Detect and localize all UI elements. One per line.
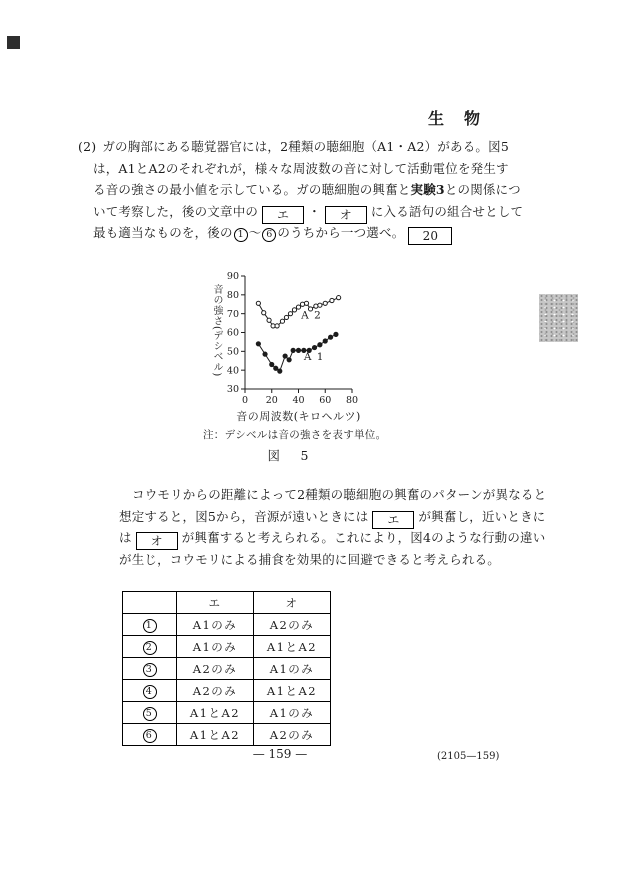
data-point-A1 xyxy=(296,348,300,352)
data-point-A1 xyxy=(334,332,338,336)
circled-number: 2 xyxy=(143,641,157,655)
question-line xyxy=(78,222,518,244)
question-line xyxy=(78,179,521,201)
question-text: のうちから一つ選べ。 xyxy=(277,225,405,240)
options-row xyxy=(123,680,331,702)
passage-line xyxy=(119,506,546,528)
circled-number: 1 xyxy=(143,619,157,633)
form-code: (2105—159) xyxy=(437,751,500,762)
option-o-cell: A1とA2 xyxy=(254,636,331,658)
option-e-cell: A2のみ xyxy=(177,680,254,702)
option-o-cell: A1とA2 xyxy=(254,680,331,702)
question-text: る音の強さの最小値を示している。ガの聴細胞の興奮と xyxy=(93,182,411,197)
option-o-cell: A2のみ xyxy=(254,724,331,746)
option-number-cell xyxy=(123,724,177,746)
question-text: ・ xyxy=(308,203,321,219)
circled-number: 6 xyxy=(262,228,276,242)
data-point-A1 xyxy=(274,366,278,370)
figure-caption: 図 5 xyxy=(267,448,313,463)
data-point-A2 xyxy=(323,301,327,305)
x-tick-label: 80 xyxy=(345,395,359,406)
question-line xyxy=(78,201,524,223)
data-point-A2 xyxy=(330,298,334,302)
scan-corner-mark xyxy=(7,36,20,49)
data-point-A2 xyxy=(292,308,296,312)
option-o-cell: A2のみ xyxy=(254,614,331,636)
option-number-cell xyxy=(123,702,177,724)
experiment-ref: 実験3 xyxy=(410,182,445,197)
chart-x-axis-label: 音の周波数(キロヘルツ) xyxy=(236,410,361,423)
data-point-A1 xyxy=(256,342,260,346)
question-line xyxy=(78,136,518,158)
options-blank-corner xyxy=(123,592,177,614)
data-point-A1 xyxy=(291,348,295,352)
y-tick-label: 40 xyxy=(226,365,239,377)
options-row xyxy=(123,702,331,724)
series-label-A2: A 2 xyxy=(301,309,322,322)
x-tick-label: 40 xyxy=(292,395,305,406)
data-point-A2 xyxy=(304,301,308,305)
passage-paragraph xyxy=(119,484,547,570)
data-point-A1 xyxy=(323,339,327,343)
data-point-A2 xyxy=(262,311,266,315)
data-point-A1 xyxy=(278,369,282,373)
blank-box-o: オ xyxy=(136,532,178,550)
option-e-cell: A1とA2 xyxy=(177,702,254,724)
passage-text: 想定すると，図5から，音源が遠いときには xyxy=(119,508,369,524)
circled-number: 6 xyxy=(143,729,157,743)
question-line xyxy=(78,158,518,180)
blank-box-o: オ xyxy=(325,206,367,224)
passage-text: が生じ，コウモリによる捕食を効果的に回避できると考えられる。 xyxy=(119,551,501,567)
figure5-chart xyxy=(202,262,392,427)
data-point-A2 xyxy=(284,315,288,319)
page-number: — 159 — xyxy=(252,747,308,761)
option-e-cell: A1のみ xyxy=(177,614,254,636)
figure-note: 注：デシベルは音の強さを表す単位。 xyxy=(203,429,387,441)
options-row xyxy=(123,614,331,636)
chart-y-axis-label: 音の強さ(デシベル) xyxy=(211,284,222,377)
answer-number-box: 20 xyxy=(408,227,452,245)
y-tick-label: 70 xyxy=(226,308,239,320)
question-number: (2) xyxy=(78,139,97,154)
question-text: との関係につ xyxy=(444,182,521,197)
y-tick-label: 90 xyxy=(226,271,239,283)
blank-box-e: エ xyxy=(262,206,304,224)
options-row xyxy=(123,636,331,658)
data-point-A1 xyxy=(283,354,287,358)
circled-number: 3 xyxy=(143,663,157,677)
question-text: は，A1とA2のそれぞれが，様々な周波数の音に対して活動電位を発生す xyxy=(93,160,509,176)
option-number-cell xyxy=(123,658,177,680)
data-point-A2 xyxy=(337,296,341,300)
threshold-curve-plot xyxy=(202,262,392,427)
subject-title: 生 物 xyxy=(427,109,482,128)
data-point-A2 xyxy=(267,318,271,322)
question-text: ～ xyxy=(248,225,262,240)
option-o-cell: A1のみ xyxy=(254,702,331,724)
data-point-A2 xyxy=(280,319,284,323)
data-point-A1 xyxy=(318,343,322,347)
data-point-A2 xyxy=(296,305,300,309)
question-text: いて考察した，後の文章中の xyxy=(93,203,259,219)
option-e-cell: A2のみ xyxy=(177,658,254,680)
x-tick-label: 0 xyxy=(241,395,249,406)
blank-box-e: エ xyxy=(372,511,414,529)
option-number-cell xyxy=(123,680,177,702)
passage-line xyxy=(119,549,519,571)
option-e-cell: A1のみ xyxy=(177,636,254,658)
data-point-A2 xyxy=(288,312,292,316)
passage-text: コウモリからの距離によって2種類の聴細胞の興奮のパターンが異なると xyxy=(132,487,547,502)
data-point-A1 xyxy=(270,362,274,366)
options-row xyxy=(123,724,331,746)
scan-noise-artifact xyxy=(539,294,578,342)
option-o-cell: A1のみ xyxy=(254,658,331,680)
option-number-cell xyxy=(123,614,177,636)
y-tick-label: 30 xyxy=(226,384,239,396)
option-e-cell: A1とA2 xyxy=(177,724,254,746)
data-point-A1 xyxy=(312,345,316,349)
series-label-A1: A 1 xyxy=(303,350,325,363)
y-tick-label: 80 xyxy=(226,290,239,302)
question-text: 最も適当なものを，後の xyxy=(93,225,233,240)
question-text: に入る語句の組合せとして xyxy=(370,203,524,219)
passage-text: が興奮し，近いときに xyxy=(418,508,546,524)
y-tick-label: 50 xyxy=(226,346,239,358)
data-point-A1 xyxy=(263,352,267,356)
x-tick-label: 60 xyxy=(319,395,332,406)
data-point-A2 xyxy=(275,324,279,328)
options-header-row xyxy=(123,592,331,614)
circled-number: 1 xyxy=(234,228,248,242)
options-header-e: エ xyxy=(177,592,254,614)
options-row xyxy=(123,658,331,680)
data-point-A2 xyxy=(256,301,260,305)
data-point-A1 xyxy=(329,335,333,339)
options-table xyxy=(122,591,331,746)
data-point-A2 xyxy=(318,303,322,307)
circled-number: 4 xyxy=(143,685,157,699)
option-number-cell xyxy=(123,636,177,658)
passage-line xyxy=(119,527,546,549)
question-paragraph xyxy=(78,136,524,244)
passage-text: が興奮すると考えられる。これにより，図4のような行動の違い xyxy=(181,530,546,545)
options-header-o: オ xyxy=(254,592,331,614)
passage-text: は xyxy=(119,530,132,545)
passage-line xyxy=(119,484,547,506)
circled-number: 5 xyxy=(143,707,157,721)
data-point-A1 xyxy=(287,358,291,362)
y-tick-label: 60 xyxy=(226,327,239,339)
x-tick-label: 20 xyxy=(265,395,278,406)
question-text: ガの胸部にある聴覚器官には，2種類の聴細胞（A1・A2）がある。図5 xyxy=(102,139,509,154)
